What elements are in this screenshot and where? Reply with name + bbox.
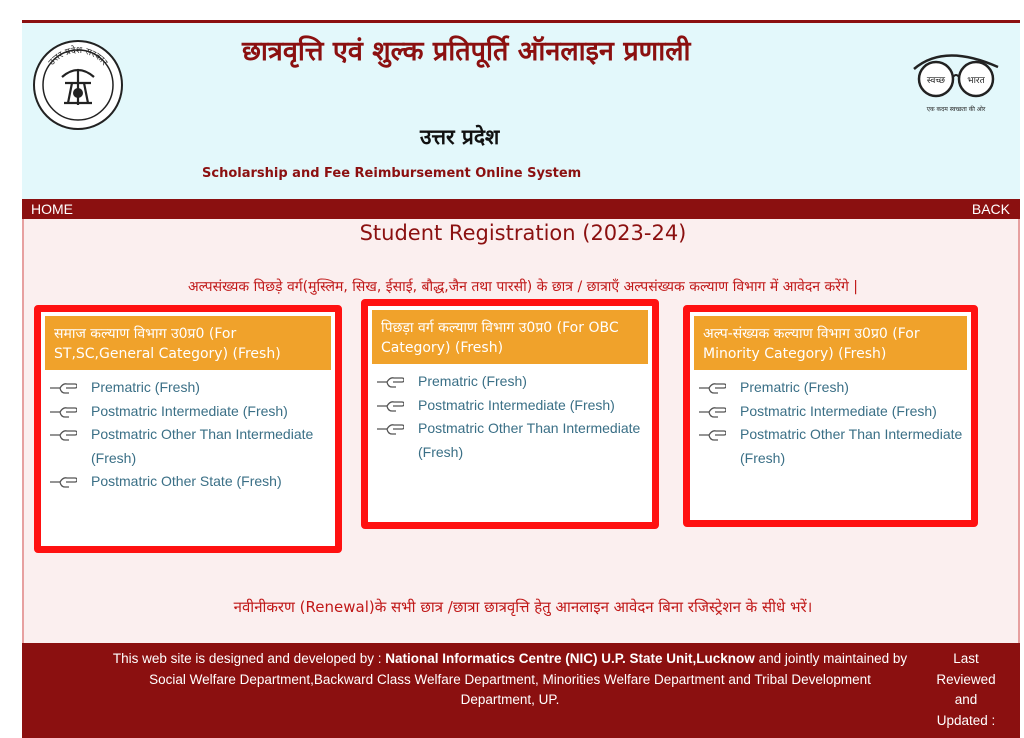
link-label: Prematric (Fresh) bbox=[418, 373, 527, 389]
card-backward-class-welfare bbox=[361, 299, 659, 529]
pointing-hand-icon bbox=[49, 381, 77, 395]
link-postmatric-other-state[interactable] bbox=[47, 470, 329, 494]
link-postmatric-intermediate[interactable] bbox=[696, 400, 965, 424]
link-label: Prematric (Fresh) bbox=[740, 379, 849, 395]
site-header bbox=[22, 23, 1020, 199]
swachh-right-text: भारत bbox=[967, 76, 985, 86]
link-label: Postmatric Other Than Intermediate (Fresh) bbox=[91, 426, 314, 466]
card-title: पिछड़ा वर्ग कल्याण विभाग उ0प्र0 (For OBC Category) (Fresh) bbox=[372, 310, 648, 364]
swachh-tagline: एक कदम स्वच्छता की ओर bbox=[926, 106, 986, 113]
pointing-hand-icon bbox=[49, 405, 77, 419]
link-label: Postmatric Intermediate (Fresh) bbox=[418, 396, 615, 413]
link-label: Postmatric Other Than Intermediate (Fresh) bbox=[418, 420, 641, 460]
footer-designed-prefix: This web site is designed and developed by : bbox=[112, 651, 386, 666]
site-footer bbox=[22, 643, 1020, 738]
link-postmatric-intermediate[interactable] bbox=[374, 394, 646, 418]
emblem-text: उत्तर प्रदेश सरकार bbox=[47, 45, 110, 68]
top-margin bbox=[0, 0, 1024, 22]
card-links bbox=[41, 370, 335, 494]
card-title: अल्प-संख्यक कल्याण विभाग उ0प्र0 (For Minority Category) (Fresh) bbox=[694, 316, 967, 370]
pointing-hand-icon bbox=[376, 375, 404, 389]
link-label: Prematric (Fresh) bbox=[91, 379, 200, 395]
link-label: Postmatric Intermediate (Fresh) bbox=[740, 402, 937, 419]
link-label: Postmatric Other Than Intermediate (Fresh) bbox=[740, 426, 963, 466]
renewal-notice: नवीनीकरण (Renewal)के सभी छात्र /छात्रा छात्रवृत्ति हेतु आनलाइन आवेदन बिना रजिस्ट्रेशन के सीधे भरें। bbox=[233, 598, 813, 616]
link-postmatric-other-than-intermediate[interactable] bbox=[374, 417, 646, 464]
footer-maintained-text: and jointly maintained by Social Welfare Department,Backward Class Welfare Department, Minorities Welfare Department and Tribal Development Department, UP. bbox=[149, 651, 908, 707]
link-prematric[interactable] bbox=[47, 376, 329, 400]
pointing-hand-icon bbox=[698, 381, 726, 395]
card-title: समाज कल्याण विभाग उ0प्र0 (For ST,SC,General Category) (Fresh) bbox=[45, 316, 331, 370]
site-title-hindi: छात्रवृत्ति एवं शुल्क प्रतिपूर्ति ऑनलाइन प्रणाली bbox=[242, 36, 691, 67]
link-postmatric-intermediate[interactable] bbox=[47, 400, 329, 424]
link-postmatric-other-than-intermediate[interactable] bbox=[47, 423, 329, 470]
link-postmatric-other-than-intermediate[interactable] bbox=[696, 423, 965, 470]
footer-org-name: National Informatics Centre (NIC) U.P. State Unit,Lucknow bbox=[385, 651, 755, 666]
top-navbar bbox=[22, 199, 1020, 219]
up-government-emblem-icon bbox=[32, 39, 124, 131]
pointing-hand-icon bbox=[49, 475, 77, 489]
footer-credits bbox=[112, 649, 908, 711]
minority-notice: अल्पसंख्यक पिछड़े वर्ग(मुस्लिम, सिख, ईसाई, बौद्ध,जैन तथा पारसी) के छात्र / छात्राएँ अल्पसंख्यक कल्याण विभाग में आवेदन करेंगे | bbox=[187, 279, 859, 295]
card-links bbox=[368, 364, 652, 464]
pointing-hand-icon bbox=[698, 405, 726, 419]
state-name-hindi: उत्तर प्रदेश bbox=[420, 125, 500, 149]
back-link[interactable]: BACK bbox=[971, 201, 1010, 217]
link-label: Postmatric Intermediate (Fresh) bbox=[91, 402, 288, 419]
last-updated-label: Last Reviewed and Updated : bbox=[936, 651, 996, 728]
link-label: Postmatric Other State (Fresh) bbox=[91, 473, 282, 489]
site-title-english: Scholarship and Fee Reimbursement Online System bbox=[202, 166, 582, 181]
card-links bbox=[690, 370, 971, 470]
home-link[interactable]: HOME bbox=[31, 201, 73, 217]
pointing-hand-icon bbox=[376, 399, 404, 413]
pointing-hand-icon bbox=[698, 428, 726, 442]
registration-title: Student Registration (2023-24) bbox=[359, 221, 687, 245]
card-social-welfare bbox=[34, 305, 342, 553]
pointing-hand-icon bbox=[376, 422, 404, 436]
pointing-hand-icon bbox=[49, 428, 77, 442]
swachh-left-text: स्वच्छ bbox=[926, 76, 946, 86]
link-prematric[interactable] bbox=[374, 370, 646, 394]
card-minority-welfare bbox=[683, 305, 978, 527]
swachh-bharat-glasses-icon bbox=[906, 35, 1006, 125]
link-prematric[interactable] bbox=[696, 376, 965, 400]
